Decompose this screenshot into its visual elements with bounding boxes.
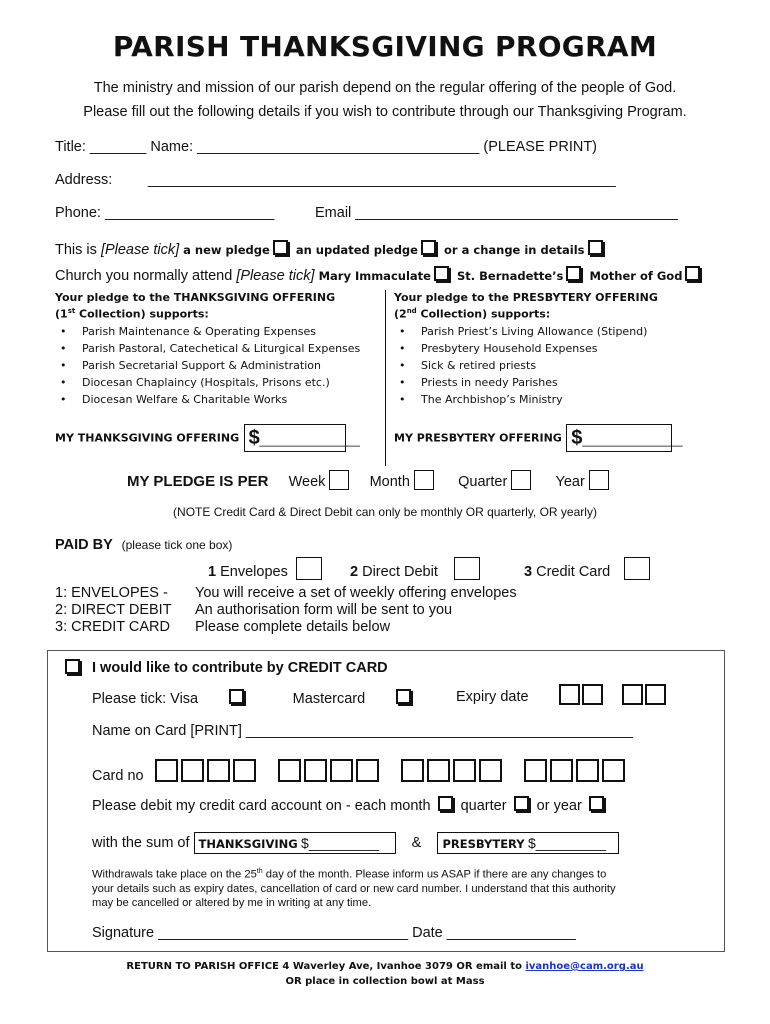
page-title: PARISH THANKSGIVING PROGRAM — [112, 30, 658, 63]
presbytery-heading: Your pledge to the PRESBYTERY OFFERING — [394, 291, 658, 304]
paid-credit-card-option: 3 Credit Card — [524, 557, 650, 580]
debit-year-checkbox[interactable] — [589, 796, 604, 811]
card-digit[interactable] — [181, 759, 204, 782]
frequency-label: MY PLEDGE IS PER — [127, 473, 269, 490]
debit-quarter-checkbox[interactable] — [514, 796, 529, 811]
paid-direct-debit-option: 2 Direct Debit — [350, 557, 480, 580]
presbytery-subheading: (2nd Collection) supports: — [394, 307, 551, 321]
church-mary-checkbox[interactable] — [434, 266, 449, 281]
pledge-type-hint: [Please tick] — [100, 242, 180, 258]
frequency-quarter-label: Quarter — [458, 474, 508, 490]
address-field[interactable]: __________________________________________________________ — [148, 172, 616, 188]
withdrawal-line-3: may be cancelled or altered by me in writing at any time. — [92, 897, 372, 909]
list-item: • Priests in needy Parishes — [394, 374, 647, 391]
card-digit[interactable] — [427, 759, 450, 782]
church-bernadette-label: St. Bernadette’s — [457, 269, 564, 283]
card-digit[interactable] — [356, 759, 379, 782]
visa-label: Please tick: Visa — [92, 691, 199, 707]
paid-envelopes-checkbox[interactable] — [296, 557, 322, 580]
frequency-row — [127, 470, 609, 490]
expiry-date-boxes[interactable] — [559, 684, 668, 708]
church-mary-label: Mary Immaculate — [318, 269, 431, 283]
card-digit[interactable] — [278, 759, 301, 782]
debit-frequency-row — [92, 796, 604, 814]
card-digit[interactable] — [330, 759, 353, 782]
pledge-new-checkbox[interactable] — [273, 240, 288, 255]
frequency-year-label: Year — [555, 474, 585, 490]
church-hint: [Please tick] — [236, 268, 315, 284]
visa-checkbox[interactable] — [229, 689, 244, 704]
pledge-change-checkbox[interactable] — [588, 240, 603, 255]
explain-text-2: An authorisation form will be sent to you — [195, 602, 453, 618]
pledge-updated-label: an updated pledge — [295, 243, 418, 257]
paid-by-label: PAID BY — [55, 537, 113, 553]
paid-direct-debit-checkbox[interactable] — [454, 557, 480, 580]
card-number-boxes[interactable] — [155, 759, 628, 785]
card-digit[interactable] — [576, 759, 599, 782]
paid-envelopes-option: 1 Envelopes — [208, 557, 322, 580]
pledge-type-row — [55, 240, 603, 258]
card-type-row — [92, 689, 411, 707]
name-on-card-field[interactable]: Name on Card [PRINT] ________________________________________________ — [92, 723, 633, 739]
thanksgiving-amount-field[interactable]: $_________ — [244, 424, 346, 452]
list-item: • Parish Pastoral, Catechetical & Liturgical Expenses — [55, 340, 360, 357]
pledge-new-label: a new pledge — [183, 243, 270, 257]
title-name-field[interactable]: Title: _______ Name: ___________________________________ (PLEASE PRINT) — [55, 139, 598, 155]
paid-credit-card-checkbox[interactable] — [624, 557, 650, 580]
pledge-change-label: or a change in details — [444, 243, 585, 257]
withdrawal-line-2: your details such as expiry dates, cancellation of card or new card number. I understand that this authority — [92, 883, 616, 895]
frequency-month-label: Month — [369, 474, 410, 490]
email-link[interactable]: ivanhoe@cam.org.au — [525, 961, 644, 972]
pledge-type-prefix: This is — [55, 242, 97, 258]
column-divider — [385, 290, 386, 466]
expiry-digit[interactable] — [622, 684, 643, 705]
thanksgiving-sum-field[interactable]: THANKSGIVING $_________ — [194, 832, 396, 854]
presbytery-offering-label: MY PRESBYTERY OFFERING — [394, 431, 562, 445]
card-digit[interactable] — [401, 759, 424, 782]
withdrawal-line-1: Withdrawals take place on the 25th day of the month. Please inform us ASAP if there are any changes to — [92, 868, 607, 881]
card-number-label: Card no — [92, 768, 144, 784]
frequency-year-checkbox[interactable] — [589, 470, 609, 490]
sum-ampersand: & — [411, 835, 422, 851]
list-item: • Presbytery Household Expenses — [394, 340, 647, 357]
pledge-updated-checkbox[interactable] — [421, 240, 436, 255]
card-digit[interactable] — [155, 759, 178, 782]
presbytery-list — [394, 323, 647, 408]
debit-prefix: Please debit my credit card account on - each month — [92, 798, 431, 814]
credit-card-heading: I would like to contribute by CREDIT CARD — [92, 660, 388, 676]
intro-line-2: Please fill out the following details if you wish to contribute through our Thanksgiving Program. — [83, 104, 687, 120]
expiry-digit[interactable] — [559, 684, 580, 705]
signature-date-field[interactable]: Signature _______________________________ Date ________________ — [92, 925, 576, 941]
debit-month-checkbox[interactable] — [438, 796, 453, 811]
card-digit[interactable] — [453, 759, 476, 782]
mastercard-label: Mastercard — [292, 691, 366, 707]
card-digit[interactable] — [304, 759, 327, 782]
phone-field[interactable]: Phone: _____________________ — [55, 205, 275, 221]
mastercard-checkbox[interactable] — [396, 689, 411, 704]
list-item: • The Archbishop’s Ministry — [394, 391, 647, 408]
list-item: • Parish Priest’s Living Allowance (Stipend) — [394, 323, 647, 340]
church-row — [55, 266, 700, 284]
card-digit[interactable] — [550, 759, 573, 782]
list-item: • Sick & retired priests — [394, 357, 647, 374]
frequency-quarter-checkbox[interactable] — [511, 470, 531, 490]
presbytery-amount-field[interactable]: $_________ — [566, 424, 672, 452]
expiry-digit[interactable] — [582, 684, 603, 705]
explain-text-3: Please complete details below — [195, 619, 391, 635]
card-digit[interactable] — [233, 759, 256, 782]
church-bernadette-checkbox[interactable] — [566, 266, 581, 281]
footer-line-1: RETURN TO PARISH OFFICE 4 Waverley Ave, Ivanhoe 3079 OR email to ivanhoe@cam.org.au — [126, 961, 644, 972]
church-mother-label: Mother of God — [589, 269, 683, 283]
church-prefix: Church you normally attend — [55, 268, 233, 284]
church-mother-checkbox[interactable] — [685, 266, 700, 281]
explain-text-1: You will receive a set of weekly offering envelopes — [195, 585, 517, 601]
sum-prefix: with the sum of — [92, 835, 190, 851]
frequency-note: (NOTE Credit Card & Direct Debit can only be monthly OR quarterly, OR yearly) — [173, 505, 597, 519]
debit-quarter-label: quarter — [460, 798, 507, 814]
address-label: Address: — [55, 172, 113, 188]
thanksgiving-offering-row — [55, 424, 360, 452]
footer-line-2: OR place in collection bowl at Mass — [285, 976, 485, 987]
paid-by-header — [55, 536, 232, 554]
frequency-week-label: Week — [288, 474, 326, 490]
intro-line-1: The ministry and mission of our parish depend on the regular offering of the people of God. — [93, 80, 677, 96]
debit-year-label: or year — [536, 798, 582, 814]
list-item: • Parish Secretarial Support & Administration — [55, 357, 360, 374]
email-field[interactable]: Email ________________________________________ — [315, 205, 678, 221]
card-digit[interactable] — [207, 759, 230, 782]
thanksgiving-list — [55, 323, 360, 408]
sum-row — [92, 832, 619, 854]
explain-key-1: 1: ENVELOPES - — [55, 585, 168, 601]
list-item: • Diocesan Welfare & Charitable Works — [55, 391, 360, 408]
card-digit[interactable] — [602, 759, 625, 782]
presbytery-offering-row — [394, 424, 683, 452]
expiry-digit[interactable] — [645, 684, 666, 705]
explain-key-3: 3: CREDIT CARD — [55, 619, 170, 635]
card-digit[interactable] — [479, 759, 502, 782]
card-digit[interactable] — [524, 759, 547, 782]
frequency-month-checkbox[interactable] — [414, 470, 434, 490]
frequency-week-checkbox[interactable] — [329, 470, 349, 490]
expiry-label: Expiry date — [456, 689, 529, 705]
thanksgiving-offering-label: MY THANKSGIVING OFFERING — [55, 431, 240, 445]
list-item: • Parish Maintenance & Operating Expenses — [55, 323, 360, 340]
presbytery-sum-field[interactable]: PRESBYTERY $_________ — [437, 832, 619, 854]
paid-by-hint: (please tick one box) — [121, 538, 233, 552]
thanksgiving-heading: Your pledge to the THANKSGIVING OFFERING — [55, 291, 336, 304]
credit-card-opt-in-checkbox[interactable] — [65, 659, 80, 674]
thanksgiving-subheading: (1st Collection) supports: — [55, 307, 209, 321]
list-item: • Diocesan Chaplaincy (Hospitals, Prisons etc.) — [55, 374, 360, 391]
explain-key-2: 2: DIRECT DEBIT — [55, 602, 172, 618]
